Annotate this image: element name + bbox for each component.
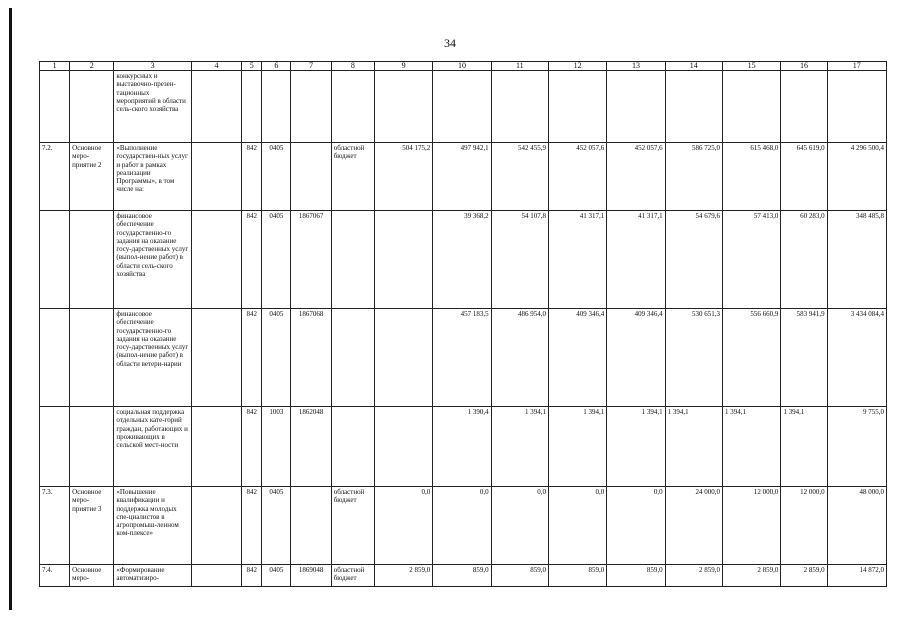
cell-no: 7.3.: [40, 487, 70, 565]
cell-value: 457 183,5: [433, 309, 491, 407]
cell-type: Основное меро-приятие 2: [70, 143, 114, 211]
cell-value: 504 175,2: [374, 143, 432, 211]
col-header: 4: [191, 62, 241, 71]
cell-value: 409 346,4: [548, 309, 606, 407]
cell-value: 497 942,1: [433, 143, 491, 211]
cell-value: 0,0: [433, 487, 491, 565]
col-header: 2: [70, 62, 114, 71]
cell-total: 48 000,0: [827, 487, 886, 565]
cell-value: 12 000,0: [781, 487, 827, 565]
cell-value: 0,0: [607, 487, 665, 565]
cell-value: 586 725,0: [665, 143, 722, 211]
cell-source: [331, 309, 374, 407]
cell-value: 1 394,1: [722, 407, 780, 487]
cell-value: 1 394,1: [781, 407, 827, 487]
cell-rzpr: 0405: [262, 143, 291, 211]
cell-grbs: [242, 71, 262, 143]
cell-grbs: 842: [242, 143, 262, 211]
table-row: [40, 309, 887, 407]
cell-no: 7.4.: [40, 565, 70, 587]
table-row: [40, 487, 887, 565]
cell-value: 583 941,9: [781, 309, 827, 407]
cell-csr: 1867068: [291, 309, 331, 407]
cell-type: [70, 309, 114, 407]
cell-value: [665, 71, 722, 143]
cell-no: [40, 309, 70, 407]
cell-no: [40, 71, 70, 143]
cell-total: 4 296 500,4: [827, 143, 886, 211]
table-row: [40, 211, 887, 309]
cell-type: Основное меро-: [70, 565, 114, 587]
cell-value: [722, 71, 780, 143]
col-header: 13: [607, 62, 665, 71]
cell-value: 0,0: [374, 487, 432, 565]
col-header: 10: [433, 62, 491, 71]
cell-executor: [191, 565, 241, 587]
cell-value: 859,0: [491, 565, 548, 587]
col-header: 6: [262, 62, 291, 71]
cell-value: 60 283,0: [781, 211, 827, 309]
cell-value: 1 394,1: [491, 407, 548, 487]
cell-value: 24 000,0: [665, 487, 722, 565]
page-left-edge: [9, 8, 12, 610]
cell-value: 542 455,9: [491, 143, 548, 211]
table-row: [40, 407, 887, 487]
cell-description: «Повышение квалификации и поддержка молодых спе-циалистов в агропромыш-ленном ком-плексе»: [114, 487, 191, 565]
cell-csr: 1867067: [291, 211, 331, 309]
col-header: 1: [40, 62, 70, 71]
cell-value: 54 107,8: [491, 211, 548, 309]
cell-value: [374, 309, 432, 407]
col-header: 9: [374, 62, 432, 71]
cell-value: [374, 211, 432, 309]
cell-description: финансовое обеспечение государственно-го задания на оказание госу-дарственных услуг (выпол-нение работ) в области сель-ского хозяйства: [114, 211, 191, 309]
cell-csr: [291, 487, 331, 565]
cell-value: 859,0: [548, 565, 606, 587]
cell-value: [548, 71, 606, 143]
cell-value: 12 000,0: [722, 487, 780, 565]
cell-total: 14 872,0: [827, 565, 886, 587]
cell-type: [70, 71, 114, 143]
cell-value: 1 394,1: [607, 407, 665, 487]
cell-grbs: 842: [242, 565, 262, 587]
cell-description: конкурсных и выставочно-презен-тационных мероприятий в области сель-ского хозяйства: [114, 71, 191, 143]
cell-executor: [191, 487, 241, 565]
cell-no: [40, 211, 70, 309]
cell-value: 859,0: [433, 565, 491, 587]
cell-value: [433, 71, 491, 143]
cell-source: областной бюджет: [331, 143, 374, 211]
cell-value: 615 468,0: [722, 143, 780, 211]
cell-description: финансовое обеспечение государственно-го задания на оказание госу-дарственных услуг (выпол-нение работ) в области ветери-нарии: [114, 309, 191, 407]
cell-value: 530 651,3: [665, 309, 722, 407]
cell-description: социальная поддержка отдельных кате-горий граждан, работающих и проживающих в сельской мест-ности: [114, 407, 191, 487]
cell-value: 39 368,2: [433, 211, 491, 309]
cell-executor: [191, 143, 241, 211]
cell-value: [374, 407, 432, 487]
cell-rzpr: 0405: [262, 565, 291, 587]
cell-value: 0,0: [491, 487, 548, 565]
cell-value: [374, 71, 432, 143]
cell-type: Основное меро-приятие 3: [70, 487, 114, 565]
cell-value: 0,0: [548, 487, 606, 565]
cell-total: 3 434 084,4: [827, 309, 886, 407]
cell-type: [70, 211, 114, 309]
cell-rzpr: 0405: [262, 309, 291, 407]
cell-total: 348 485,8: [827, 211, 886, 309]
cell-value: [781, 71, 827, 143]
col-header: 16: [781, 62, 827, 71]
cell-executor: [191, 71, 241, 143]
cell-rzpr: 0405: [262, 211, 291, 309]
col-header: 15: [722, 62, 780, 71]
cell-executor: [191, 309, 241, 407]
cell-executor: [191, 211, 241, 309]
cell-grbs: 842: [242, 487, 262, 565]
cell-value: 486 954,0: [491, 309, 548, 407]
cell-value: 41 317,1: [548, 211, 606, 309]
cell-description: «Формирование автоматизиро-: [114, 565, 191, 587]
cell-value: 1 394,1: [665, 407, 722, 487]
col-header: 17: [827, 62, 886, 71]
cell-source: [331, 71, 374, 143]
cell-type: [70, 407, 114, 487]
cell-value: 859,0: [607, 565, 665, 587]
cell-rzpr: 1003: [262, 407, 291, 487]
cell-value: 452 057,6: [548, 143, 606, 211]
cell-total: [827, 71, 886, 143]
col-header: 8: [331, 62, 374, 71]
cell-value: [491, 71, 548, 143]
cell-source: [331, 407, 374, 487]
cell-csr: [291, 71, 331, 143]
cell-value: 1 394,1: [548, 407, 606, 487]
cell-source: [331, 211, 374, 309]
cell-csr: 1862048: [291, 407, 331, 487]
col-header: 12: [548, 62, 606, 71]
cell-value: 2 859,0: [374, 565, 432, 587]
cell-description: «Выполнение государствен-ных услуг и работ в рамках реализации Программы», в том числе на:: [114, 143, 191, 211]
cell-value: 645 619,0: [781, 143, 827, 211]
cell-rzpr: 0405: [262, 487, 291, 565]
cell-value: 409 346,4: [607, 309, 665, 407]
cell-value: 41 317,1: [607, 211, 665, 309]
cell-value: 1 390,4: [433, 407, 491, 487]
cell-value: 54 679,6: [665, 211, 722, 309]
col-header: 11: [491, 62, 548, 71]
cell-csr: [291, 143, 331, 211]
cell-value: 452 057,6: [607, 143, 665, 211]
column-number-row: [40, 62, 887, 71]
cell-grbs: 842: [242, 309, 262, 407]
cell-csr: 1869048: [291, 565, 331, 587]
cell-grbs: 842: [242, 211, 262, 309]
cell-value: 2 859,0: [781, 565, 827, 587]
cell-no: [40, 407, 70, 487]
cell-grbs: 842: [242, 407, 262, 487]
cell-rzpr: [262, 71, 291, 143]
cell-total: 9 755,0: [827, 407, 886, 487]
cell-executor: [191, 407, 241, 487]
table-row: [40, 143, 887, 211]
col-header: 5: [242, 62, 262, 71]
table-row: [40, 71, 887, 143]
page-number: 34: [444, 36, 456, 50]
cell-value: 57 413,0: [722, 211, 780, 309]
cell-source: областной бюджет: [331, 565, 374, 587]
col-header: 14: [665, 62, 722, 71]
table-row: [40, 565, 887, 587]
cell-value: [607, 71, 665, 143]
cell-value: 2 859,0: [722, 565, 780, 587]
col-header: 3: [114, 62, 191, 71]
cell-source: областной бюджет: [331, 487, 374, 565]
col-header: 7: [291, 62, 331, 71]
cell-value: 556 660,9: [722, 309, 780, 407]
cell-value: 2 859,0: [665, 565, 722, 587]
budget-table: [39, 61, 887, 587]
cell-no: 7.2.: [40, 143, 70, 211]
